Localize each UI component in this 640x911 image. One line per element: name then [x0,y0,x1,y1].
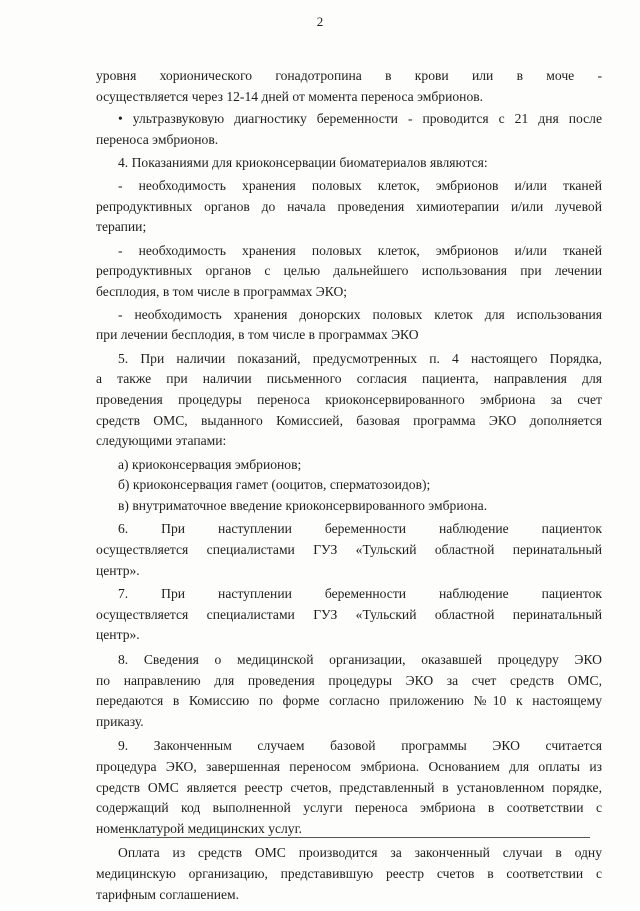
text-line: медицинскую организацию, представившую реестр счетов в соответствии с [96,865,602,881]
text-line: 9. Законченным случаем базовой программы ЭКО считается [118,738,602,754]
text-line: 8. Сведения о медицинской организации, оказавшей процедуру ЭКО [118,652,602,668]
text-line: репродуктивных органов до начала проведения химиотерапии и/или лучевой [96,198,602,214]
footer-rule [120,837,590,838]
document-body [96,66,602,911]
paragraph [96,843,602,905]
paragraph [96,496,602,517]
text-line: репродуктивных органов с целью дальнейшего использования при лечении [96,263,602,279]
text-line: в) внутриматочное введение криоконсервированного эмбриона. [118,497,488,513]
text-line: центр». [96,562,140,578]
text-line: передаются в Комиссию по форме согласно приложению №10 к настоящему [96,693,602,709]
text-line: бесплодия, в том числе в программах ЭКО; [96,283,348,299]
text-line: а также при наличии письменного согласия пациента, направления для [96,371,602,387]
paragraph [96,66,602,107]
text-line: Оплата из средств ОМС производится за законченный случаи в одну [118,845,602,861]
paragraph [96,349,602,452]
paragraph [96,650,602,732]
paragraph [96,519,602,581]
text-line: - необходимость хранения донорских половых клеток для использования [118,306,602,322]
text-line: средств ОМС является реестр счетов, представленный в установленном порядке, [96,779,602,795]
text-line: - необходимость хранения половых клеток, эмбрионов и/или тканей [118,242,602,258]
paragraph [96,736,602,839]
paragraph [96,305,602,346]
text-line: терапии; [96,219,147,235]
text-line: - необходимость хранения половых клеток, эмбрионов и/или тканей [118,177,602,193]
text-line: 5. При наличии показаний, предусмотренных п. 4 настоящего Порядка, [118,350,602,366]
paragraph [96,109,602,150]
text-line: б) криоконсервация гамет (ооцитов, сперматозоидов); [118,477,431,493]
paragraph [96,153,602,174]
text-line: процедура ЭКО, завершенная переносом эмбриона. Основанием для оплаты из [96,759,602,774]
text-line: тарифным соглашением. [96,886,240,902]
text-line: по направлению для проведения процедуры ЭКО за счет средств ОМС, [96,672,602,688]
paragraph [96,455,602,476]
text-line: приказу. [96,713,144,729]
page-number: 2 [316,14,324,29]
paragraph [96,584,602,646]
text-line: при лечении бесплодия, в том числе в программах ЭКО [96,327,419,343]
paragraph [96,241,602,303]
text-line: уровня хорионического гонадотропина в крови или в моче - [96,68,602,83]
text-line: осуществляется специалистами ГУЗ «Тульский областной перинатальный [96,542,602,558]
text-line: 6. При наступлении беременности наблюдение пациенток [118,521,602,537]
text-line: осуществляется через 12-14 дней от момента переноса эмбрионов. [96,88,484,104]
text-line: переноса эмбрионов. [96,131,219,147]
paragraph [96,475,602,496]
text-line: проведения процедуры переноса криоконсервированного эмбриона за счет [96,391,602,407]
text-line: 7. При наступлении беременности наблюдение пациенток [118,586,602,602]
text-line: содержащий код выполненной услуги переноса эмбриона в соответствии с [96,800,602,816]
text-line: а) криоконсервация эмбрионов; [118,456,302,472]
paragraph [96,176,602,238]
text-line: номенклатурой медицинских услуг. [96,820,303,836]
text-line: средств ОМС, выданного Комиссией, базовая программа ЭКО дополняется [96,412,602,428]
text-line: осуществляется специалистами ГУЗ «Тульский областной перинатальный [96,606,602,622]
text-line: 4. Показаниями для криоконсервации биоматериалов являются: [118,155,488,171]
text-line: центр». [96,627,140,643]
text-line: • ультразвуковую диагностику беременности - проводится с 21 дня после [118,111,602,127]
text-line: следующими этапами: [96,433,227,449]
